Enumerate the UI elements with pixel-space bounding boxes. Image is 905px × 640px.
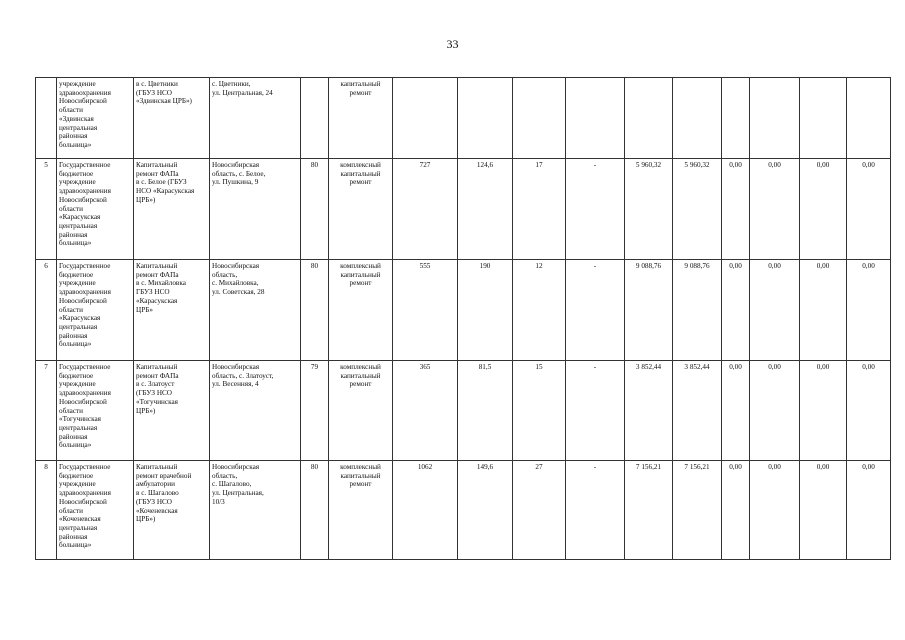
cell-organization: Государственное бюджетное учреждение здравоохранения Новосибирской области «Коченевская центральная районная больница» [57, 461, 134, 560]
cell-col15: 0,00 [847, 461, 891, 560]
cell-col14: 0,00 [800, 361, 847, 461]
cell-work-type: комплексный капитальный ремонт [329, 461, 393, 560]
cell-organization: учреждение здравоохранения Новосибирской области «Здвинская центральная районная больница» [57, 78, 134, 159]
cell-col11: 7 156,21 [673, 461, 722, 560]
cell-col6: 555 [393, 260, 458, 361]
cell-col8: 27 [513, 461, 566, 560]
cell-col13: 0,00 [750, 159, 800, 260]
cell-col10: 9 088,76 [625, 260, 673, 361]
cell-col15: 0,00 [847, 361, 891, 461]
table-row [36, 461, 891, 560]
cell-col11: 9 088,76 [673, 260, 722, 361]
cell-organization: Государственное бюджетное учреждение здравоохранения Новосибирской области «Карасукская центральная районная больница» [57, 260, 134, 361]
table-row [36, 78, 891, 159]
cell-col10: 5 960,32 [625, 159, 673, 260]
cell-object: Капитальный ремонт ФАПа в с. Михайловка ГБУЗ НСО «Карасукская ЦРБ» [134, 260, 210, 361]
cell-col4: 80 [301, 461, 329, 560]
page-number: 33 [446, 37, 459, 51]
cell-col10: 3 852,44 [625, 361, 673, 461]
cell-col8: 17 [513, 159, 566, 260]
cell-col11 [673, 78, 722, 159]
cell-address: Новосибирская область, с. Михайловка, ул. Советская, 28 [210, 260, 301, 361]
cell-number: 7 [36, 361, 57, 461]
cell-col4: 80 [301, 159, 329, 260]
cell-work-type: комплексный капитальный ремонт [329, 260, 393, 361]
cell-col13 [750, 78, 800, 159]
cell-col13: 0,00 [750, 361, 800, 461]
cell-object: Капитальный ремонт ФАПа в с. Златоуст (ГБУЗ НСО «Тогучинская ЦРБ») [134, 361, 210, 461]
facilities-table [35, 77, 891, 560]
cell-col12: 0,00 [722, 361, 750, 461]
cell-col14: 0,00 [800, 461, 847, 560]
cell-col14: 0,00 [800, 159, 847, 260]
cell-col7: 124,6 [458, 159, 513, 260]
cell-address: с. Цветники, ул. Центральная, 24 [210, 78, 301, 159]
cell-col8 [513, 78, 566, 159]
cell-col9: - [566, 260, 625, 361]
cell-col7: 190 [458, 260, 513, 361]
table-row [36, 159, 891, 260]
cell-col14 [800, 78, 847, 159]
cell-col10 [625, 78, 673, 159]
cell-work-type: капитальный ремонт [329, 78, 393, 159]
cell-col9: - [566, 159, 625, 260]
cell-col13: 0,00 [750, 260, 800, 361]
cell-col15: 0,00 [847, 159, 891, 260]
cell-col6 [393, 78, 458, 159]
table-row [36, 361, 891, 461]
cell-col13: 0,00 [750, 461, 800, 560]
cell-col7: 81,5 [458, 361, 513, 461]
cell-col12: 0,00 [722, 159, 750, 260]
cell-col4: 79 [301, 361, 329, 461]
cell-col9: - [566, 361, 625, 461]
cell-col7: 149,6 [458, 461, 513, 560]
cell-number: 5 [36, 159, 57, 260]
cell-col9: - [566, 461, 625, 560]
cell-col4: 80 [301, 260, 329, 361]
cell-organization: Государственное бюджетное учреждение здравоохранения Новосибирской области «Карасукская центральная районная больница» [57, 159, 134, 260]
table-row [36, 260, 891, 361]
cell-address: Новосибирская область, с. Златоуст, ул. Весенняя, 4 [210, 361, 301, 461]
cell-work-type: комплексный капитальный ремонт [329, 361, 393, 461]
cell-col10: 7 156,21 [625, 461, 673, 560]
cell-object: Капитальный ремонт врачебной амбулатории в с. Шагалово (ГБУЗ НСО «Коченевская ЦРБ») [134, 461, 210, 560]
cell-work-type: комплексный капитальный ремонт [329, 159, 393, 260]
cell-address: Новосибирская область, с. Шагалово, ул. Центральная, 10/3 [210, 461, 301, 560]
cell-col9 [566, 78, 625, 159]
cell-col8: 12 [513, 260, 566, 361]
cell-col11: 5 960,32 [673, 159, 722, 260]
cell-col15: 0,00 [847, 260, 891, 361]
cell-col7 [458, 78, 513, 159]
cell-col14: 0,00 [800, 260, 847, 361]
cell-col6: 727 [393, 159, 458, 260]
cell-col12 [722, 78, 750, 159]
cell-number: 8 [36, 461, 57, 560]
cell-number [36, 78, 57, 159]
cell-col12: 0,00 [722, 461, 750, 560]
cell-object: Капитальный ремонт ФАПа в с. Белое (ГБУЗ НСО «Карасукская ЦРБ») [134, 159, 210, 260]
cell-col8: 15 [513, 361, 566, 461]
cell-col12: 0,00 [722, 260, 750, 361]
cell-col4 [301, 78, 329, 159]
cell-col6: 365 [393, 361, 458, 461]
cell-col15 [847, 78, 891, 159]
cell-col6: 1062 [393, 461, 458, 560]
cell-number: 6 [36, 260, 57, 361]
cell-address: Новосибирская область, с. Белое, ул. Пушкина, 9 [210, 159, 301, 260]
cell-organization: Государственное бюджетное учреждение здравоохранения Новосибирской области «Тогучинская центральная районная больница» [57, 361, 134, 461]
cell-object: в с. Цветники (ГБУЗ НСО «Здвинская ЦРБ») [134, 78, 210, 159]
cell-col11: 3 852,44 [673, 361, 722, 461]
